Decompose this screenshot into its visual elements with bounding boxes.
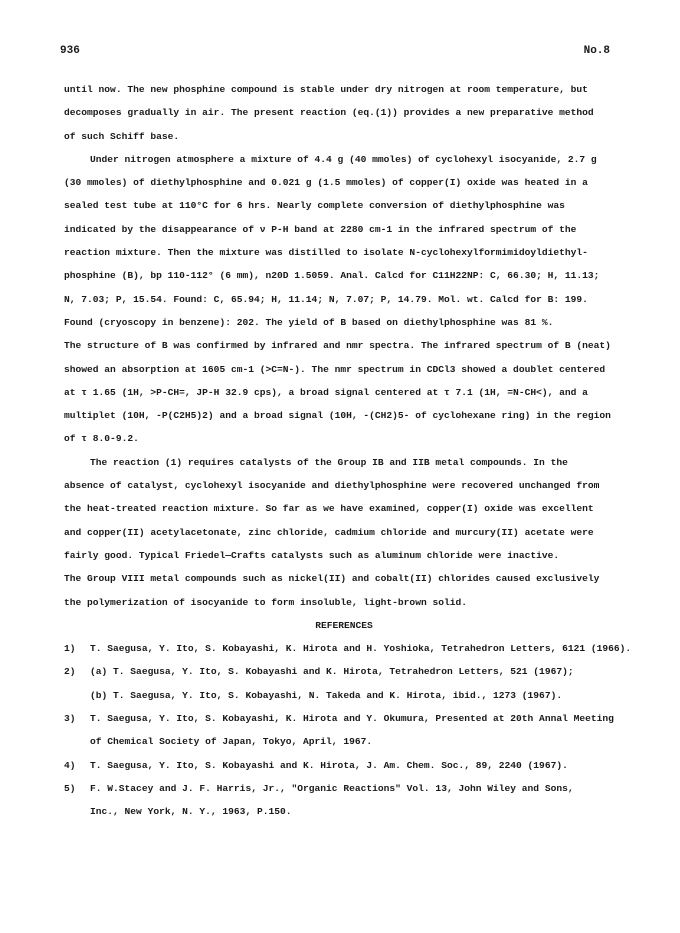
text-line: indicated by the disappearance of ν P-H band at 2280 cm-1 in the infrared spectrum of the: [64, 223, 577, 235]
reference-text: T. Saegusa, Y. Ito, S. Kobayashi and K. Hirota, J. Am. Chem. Soc., 89, 2240 (1967).: [90, 759, 568, 771]
text-line: the heat-treated reaction mixture. So far as we have examined, copper(I) oxide was excellent: [64, 503, 594, 515]
text-line: N, 7.03; P, 15.54. Found: C, 65.94; H, 11.14; N, 7.07; P, 14.79. Mol. wt. Calcd for B: 199.: [64, 293, 588, 305]
text-line: The structure of B was confirmed by infrared and nmr spectra. The infrared spectrum of B (neat): [64, 340, 611, 352]
references-list: [64, 637, 632, 823]
reference-text: Inc., New York, N. Y., 1963, P.150.: [90, 806, 292, 818]
reference-text: T. Saegusa, Y. Ito, S. Kobayashi, K. Hirota and H. Yoshioka, Tetrahedron Letters, 6121 (1966).: [90, 643, 632, 655]
text-line: of such Schiff base.: [64, 130, 180, 142]
reference-text: of Chemical Society of Japan, Tokyo, April, 1967.: [90, 736, 373, 748]
article-body: [64, 78, 632, 824]
text-line: phosphine (B), bp 110-112° (6 mm), n20D 1.5059. Anal. Calcd for C11H22NP: C, 66.30; H, 11.13;: [64, 270, 600, 282]
reference-item: [64, 637, 632, 660]
text-line: the polymerization of isocyanide to form insoluble, light-brown solid.: [64, 596, 468, 608]
paragraph-1: [64, 78, 624, 148]
text-line: (30 mmoles) of diethylphosphine and 0.021 g (1.5 mmoles) of copper(I) oxide was heated in a: [64, 177, 588, 189]
text-line: multiplet (10H, -P(C2H5)2) and a broad signal (10H, -(CH2)5- of cyclohexane ring) in the region: [64, 410, 611, 422]
reference-item: [64, 754, 624, 777]
reference-number: 4): [64, 759, 76, 771]
reference-item: [64, 707, 624, 730]
text-line: at τ 1.65 (1H, >P-CH=, JP-H 32.9 cps), a broad signal centered at τ 7.1 (1H, =N-CH<), and a: [64, 386, 588, 398]
text-line: reaction mixture. Then the mixture was distilled to isolate N-cyclohexylformimidoyldiethyl-: [64, 247, 588, 259]
text-line: The Group VIII metal compounds such as nickel(II) and cobalt(II) chlorides caused exclusively: [64, 573, 600, 585]
page-number: 936: [60, 45, 80, 57]
reference-text: (a) T. Saegusa, Y. Ito, S. Kobayashi and K. Hirota, Tetrahedron Letters, 521 (1967);: [90, 666, 574, 678]
text-line: of τ 8.0-9.2.: [64, 433, 139, 445]
text-line: fairly good. Typical Friedel—Crafts catalysts such as aluminum chloride were inactive.: [64, 549, 560, 561]
reference-number: 5): [64, 782, 76, 794]
text-line: showed an absorption at 1605 cm-1 (>C=N-). The nmr spectrum in CDCl3 showed a doublet centered: [64, 363, 606, 375]
text-line: The reaction (1) requires catalysts of the Group IB and IIB metal compounds. In the: [90, 456, 568, 468]
reference-text: F. W.Stacey and J. F. Harris, Jr., "Organic Reactions" Vol. 13, John Wiley and Sons,: [90, 782, 574, 794]
references-heading: REFERENCES: [315, 619, 373, 631]
text-line: sealed test tube at 110°C for 6 hrs. Nearly complete conversion of diethylphosphine was: [64, 200, 565, 212]
text-line: until now. The new phosphine compound is stable under dry nitrogen at room temperature, but: [64, 84, 588, 95]
text-line: Under nitrogen atmosphere a mixture of 4.4 g (40 mmoles) of cyclohexyl isocyanide, 2.7 g: [90, 153, 597, 165]
reference-number: 2): [64, 666, 76, 678]
reference-item: [64, 660, 624, 683]
paragraph-2: [64, 148, 624, 451]
text-line: Found (cryoscopy in benzene): 202. The yield of B based on diethylphosphine was 81 %.: [64, 316, 554, 328]
text-line: decomposes gradually in air. The present reaction (eq.(1)) provides a new preparative method: [64, 107, 594, 119]
text-line: absence of catalyst, cyclohexyl isocyanide and diethylphosphine were recovered unchanged from: [64, 480, 600, 492]
reference-number: 1): [64, 643, 76, 655]
reference-text: (b) T. Saegusa, Y. Ito, S. Kobayashi, N. Takeda and K. Hirota, ibid., 1273 (1967).: [90, 689, 563, 701]
reference-number: 3): [64, 713, 76, 725]
paragraph-3: [64, 451, 624, 614]
text-line: and copper(II) acetylacetonate, zinc chloride, cadmium chloride and murcury(II) acetate were: [64, 526, 594, 538]
issue-number: No.8: [583, 45, 610, 57]
reference-item: [64, 777, 624, 800]
reference-text: T. Saegusa, Y. Ito, S. Kobayashi, K. Hirota and Y. Okumura, Presented at 20th Annal Meeting: [90, 713, 614, 725]
